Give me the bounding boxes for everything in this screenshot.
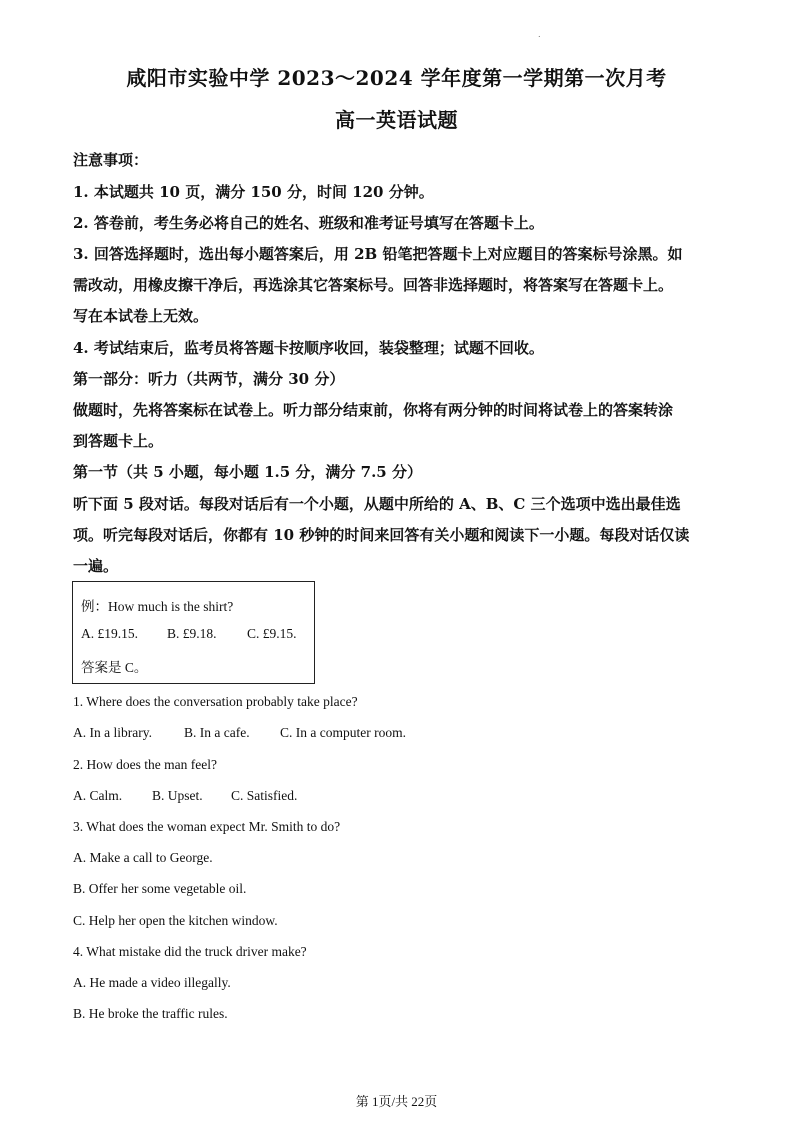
option-c: C. Help her open the kitchen window.: [73, 913, 278, 928]
option-b: B. He broke the traffic rules.: [73, 1006, 228, 1021]
question-options: [73, 724, 723, 742]
notice-line: 需改动，用橡皮擦干净后，再选涂其它答案标号。回答非选择题时，将答案写在答题卡上。: [73, 276, 674, 294]
notice-line: 写在本试卷上无效。: [73, 307, 209, 325]
section1-instruction: 一遍。: [73, 557, 119, 575]
question-stem: 2. How does the man feel?: [73, 757, 217, 772]
question-stem: 4. What mistake did the truck driver make?: [73, 944, 307, 959]
page-number: 第 1页/共 22页: [355, 1094, 438, 1109]
question-stem: 3. What does the woman expect Mr. Smith to do?: [73, 819, 341, 834]
section1-instruction: 听下面 5 段对话。每段对话后有一个小题，从题中所给的 A、B、C 三个选项中选出最佳选: [73, 495, 681, 513]
part1-instruction: 到答题卡上。: [73, 432, 164, 450]
notice-line: 1. 本试题共 10 页，满分 150 分，时间 120 分钟。: [73, 183, 434, 201]
scan-mark: .: [538, 30, 541, 39]
example-option-b: B. £9.18.: [167, 626, 217, 641]
exam-subtitle: 高一英语试题: [335, 108, 458, 132]
notice-line: 2. 答卷前，考生务必将自己的姓名、班级和准考证号填写在答题卡上。: [73, 214, 544, 232]
example-box: [72, 581, 315, 684]
section1-instruction: 项。听完每段对话后，你都有 10 秒钟的时间来回答有关小题和阅读下一小题。每段对话仅读: [73, 526, 690, 544]
notice-line: 3. 回答选择题时，选出每小题答案后，用 2B 铅笔把答题卡上对应题目的答案标号涂黑。如: [73, 245, 683, 263]
notice-heading: 注意事项：: [73, 151, 149, 169]
example-options: [81, 626, 297, 642]
part1-instruction: 做题时，先将答案标在试卷上。听力部分结束前，你将有两分钟的时间将试卷上的答案转涂: [73, 401, 674, 419]
option-b: B. Upset.: [152, 788, 203, 803]
part1-heading: 第一部分：听力（共两节，满分 30 分）: [73, 370, 345, 388]
exam-title: 咸阳市实验中学 2023～2024 学年度第一学期第一次月考: [126, 66, 667, 90]
option-a: A. He made a video illegally.: [73, 975, 231, 990]
question-options: [73, 787, 723, 805]
option-a: A. Calm.: [73, 788, 123, 803]
option-c: C. Satisfied.: [231, 788, 298, 803]
section1-heading: 第一节（共 5 小题，每小题 1.5 分，满分 7.5 分）: [73, 463, 422, 481]
option-a: A. Make a call to George.: [73, 850, 213, 865]
option-c: C. In a computer room.: [280, 725, 406, 740]
example-answer: 答案是 C。: [81, 660, 148, 675]
option-b: B. Offer her some vegetable oil.: [73, 881, 247, 896]
question-stem: 1. Where does the conversation probably take place?: [73, 694, 358, 709]
notice-line: 4. 考试结束后，监考员将答题卡按顺序收回，装袋整理；试题不回收。: [73, 339, 544, 357]
example-option-a: A. £19.15.: [81, 626, 138, 641]
example-option-c: C. £9.15.: [247, 626, 297, 641]
example-question: 例：How much is the shirt?: [81, 599, 234, 614]
option-a: A. In a library.: [73, 725, 152, 740]
option-b: B. In a cafe.: [184, 725, 250, 740]
